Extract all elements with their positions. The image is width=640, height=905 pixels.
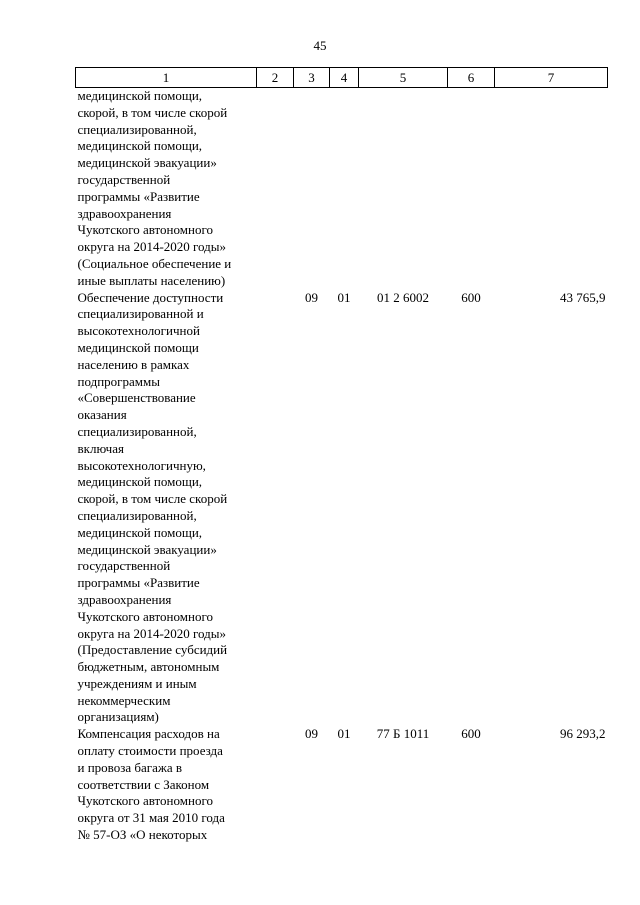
row-line: населению в рамках (77, 356, 190, 372)
row-line: здравоохранения (77, 205, 172, 221)
row-line: специализированной, (77, 121, 197, 137)
row-line: (Социальное обеспечение и (77, 255, 232, 271)
row-line: программы «Развитие (77, 188, 200, 204)
cell-col-3: 09 (305, 289, 318, 305)
row-line: № 57-ОЗ «О некоторых (77, 827, 208, 843)
row-line: оказания (77, 407, 127, 423)
table-row (76, 290, 608, 727)
cell-col-4 (330, 88, 359, 290)
table-row (76, 88, 608, 290)
row-line: Компенсация расходов на (77, 726, 220, 742)
cell-col-5: 77 Б 1011 (376, 726, 430, 742)
row-line: программы «Развитие (77, 575, 200, 591)
cell-col-7: 43 765,9 (560, 289, 606, 305)
cell-col-7: 96 293,2 (560, 726, 606, 742)
header-col-4: 4 (330, 68, 359, 88)
cell-col-3: 09 (305, 726, 318, 742)
row-line: организациям) (77, 709, 159, 725)
row-line: «Совершенствование (77, 390, 196, 406)
row-line: государственной (77, 558, 171, 574)
row-line: медицинской помощи, (77, 524, 203, 540)
row-line: медицинской помощи, (77, 88, 203, 103)
row-line: медицинской эвакуации» (77, 541, 217, 557)
row-line: и провоза багажа в (77, 759, 182, 775)
cell-col-3 (294, 88, 330, 290)
page-number: 45 (313, 38, 327, 53)
row-line: округа от 31 мая 2010 года (77, 810, 225, 826)
header-col-7: 7 (495, 68, 608, 88)
header-col-5: 5 (359, 68, 448, 88)
row-line: медицинской помощи (77, 339, 199, 355)
row-line: (Предоставление субсидий (77, 642, 228, 658)
cell-col-5 (359, 88, 448, 290)
row-line: здравоохранения (77, 591, 172, 607)
cell-col-4: 01 (337, 726, 351, 742)
row-line: учреждениям и иным (77, 675, 197, 691)
row-line: государственной (77, 171, 171, 187)
row-line: медицинской эвакуации» (77, 155, 217, 171)
row-line: Чукотского автономного (77, 608, 213, 624)
row-line: специализированной, (77, 507, 197, 523)
row-line: медицинской помощи, (77, 138, 203, 154)
row-line: специализированной и (77, 306, 204, 322)
header-col-6: 6 (448, 68, 495, 88)
row-description (76, 726, 257, 844)
table-header-row (76, 68, 608, 88)
cell-col-6 (448, 88, 495, 290)
row-line: медицинской помощи, (77, 474, 203, 490)
cell-col-6: 600 (461, 726, 481, 742)
row-description (76, 88, 257, 290)
cell-col-4: 01 (337, 289, 351, 305)
table-row (76, 726, 608, 844)
cell-col-2 (257, 290, 294, 727)
row-line: скорой, в том числе скорой (77, 491, 228, 507)
row-line: некоммерческим (77, 692, 171, 708)
row-line: Чукотского автономного (77, 222, 213, 238)
cell-col-2 (257, 726, 294, 844)
header-col-2: 2 (257, 68, 294, 88)
row-line: оплату стоимости проезда (77, 743, 223, 759)
header-col-3: 3 (294, 68, 330, 88)
row-line: скорой, в том числе скорой (77, 104, 228, 120)
row-line: специализированной, (77, 423, 197, 439)
row-line: иные выплаты населению) (77, 272, 226, 288)
cell-col-6: 600 (461, 289, 481, 305)
row-line: включая (77, 440, 124, 456)
row-line: высокотехнологичную, (77, 457, 206, 473)
row-description (76, 290, 257, 727)
row-line: Чукотского автономного (77, 793, 213, 809)
row-line: высокотехнологичной (77, 323, 200, 339)
row-line: Обеспечение доступности (77, 289, 224, 305)
row-line: округа на 2014-2020 годы» (77, 239, 227, 255)
row-line: соответствии с Законом (77, 776, 210, 792)
row-line: подпрограммы (77, 373, 160, 389)
row-line: бюджетным, автономным (77, 659, 220, 675)
cell-col-2 (257, 88, 294, 290)
cell-col-5: 01 2 6002 (377, 289, 429, 305)
row-line: округа на 2014-2020 годы» (77, 625, 227, 641)
cell-col-7 (495, 88, 608, 290)
budget-table (75, 67, 608, 844)
header-col-1: 1 (76, 68, 257, 88)
